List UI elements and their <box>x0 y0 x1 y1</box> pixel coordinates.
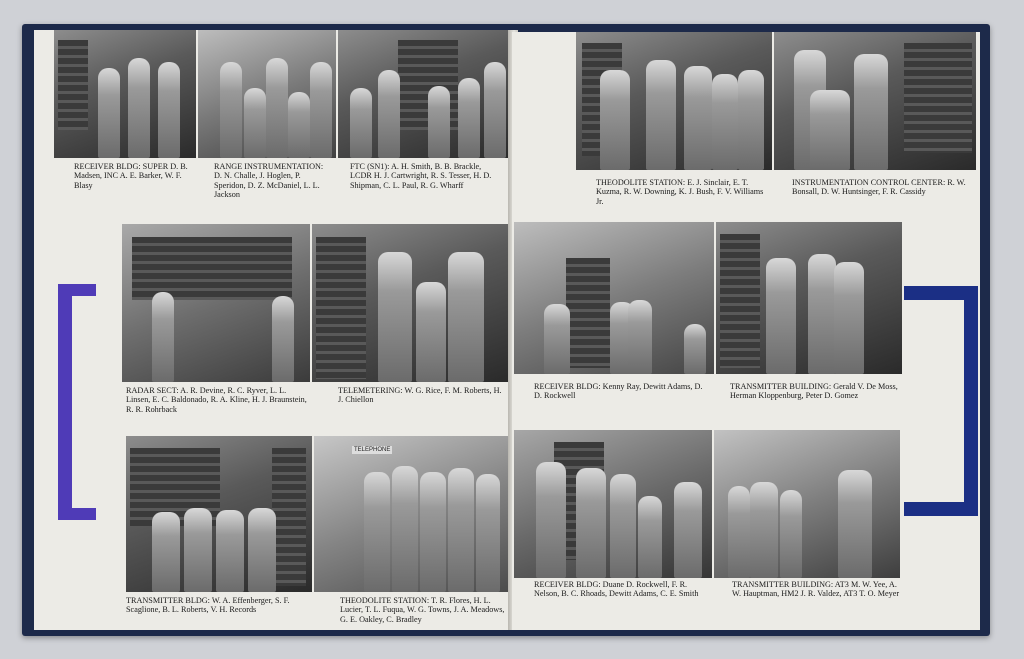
photo-transmitter-bldg <box>126 436 312 592</box>
blue-bracket <box>964 286 978 516</box>
photo-transmitter-building-bottom <box>714 430 900 578</box>
photo-receiver-bldg-top <box>54 30 196 158</box>
caption-radar-sect: RADAR SECT: A. R. Devine, R. C. Ryver, L. L. Linsen, E. C. Baldonado, R. A. Kline, H. J. Braunstein, R. R. Rohrback <box>126 386 307 414</box>
caption-ftc-sn1: FTC (SN1): A. H. Smith, B. B. Brackle, LCDR H. J. Cartwright, R. S. Tesser, H. D. Shipman, C. L. Paul, R. G. Wharff <box>350 162 492 190</box>
left-page <box>34 30 514 630</box>
caption-theodolite-station-2: THEODOLITE STATION: T. R. Flores, H. L. Lucier, T. L. Fuqua, W. G. Towns, J. A. Meadows, G. E. Oakley, C. Bradley <box>340 596 505 624</box>
caption-theodolite-station-1: THEODOLITE STATION: E. J. Sinclair, E. T. Kuzma, R. W. Downing, K. J. Bush, F. V. Williams Jr. <box>596 178 764 206</box>
photo-theodolite-station-right <box>576 32 772 170</box>
caption-transmitter-building-2: TRANSMITTER BUILDING: AT3 M. W. Yee, A. W. Hauptman, HM2 J. R. Valdez, AT3 T. O. Meyer <box>732 580 900 599</box>
photo-telemetering <box>312 224 508 382</box>
photo-transmitter-building-middle <box>716 222 902 374</box>
caption-transmitter-building-1: TRANSMITTER BUILDING: Gerald V. De Moss, Herman Kloppenburg, Peter D. Gomez <box>730 382 898 401</box>
photo-instrumentation-control-center <box>774 32 976 170</box>
caption-range-instrumentation: RANGE INSTRUMENTATION: D. N. Challe, J. Hoglen, P. Speridon, D. Z. McDaniel, L. L. Jackson <box>214 162 324 200</box>
caption-instrumentation-control-center: INSTRUMENTATION CONTROL CENTER: R. W. Bonsall, D. W. Huntsinger, F. R. Cassidy <box>792 178 966 197</box>
caption-transmitter-bldg-1: TRANSMITTER BLDG: W. A. Effenberger, S. F. Scaglione, B. L. Roberts, V. H. Records <box>126 596 290 615</box>
photo-range-instrumentation <box>198 30 336 158</box>
right-page <box>512 32 980 630</box>
caption-telemetering: TELEMETERING: W. G. Rice, F. M. Roberts, H. J. Chiellon <box>338 386 502 405</box>
caption-receiver-bldg-2: RECEIVER BLDG: Kenny Ray, Dewitt Adams, D. D. Rockwell <box>534 382 703 401</box>
photo-ftc-sn1 <box>338 30 510 158</box>
photo-theodolite-station-left <box>314 436 510 592</box>
purple-bracket <box>58 284 72 520</box>
photo-receiver-bldg-middle <box>514 222 714 374</box>
telephone-sign: TELEPHONE <box>354 447 391 453</box>
photo-receiver-bldg-bottom <box>514 430 712 578</box>
caption-receiver-bldg-3: RECEIVER BLDG: Duane D. Rockwell, F. R. Nelson, B. C. Rhoads, Dewitt Adams, C. E. Smith <box>534 580 699 599</box>
caption-receiver-bldg-1: RECEIVER BLDG: SUPER D. B. Madsen, INC A. E. Barker, W. F. Blasy <box>74 162 188 190</box>
photo-radar-sect <box>122 224 310 382</box>
